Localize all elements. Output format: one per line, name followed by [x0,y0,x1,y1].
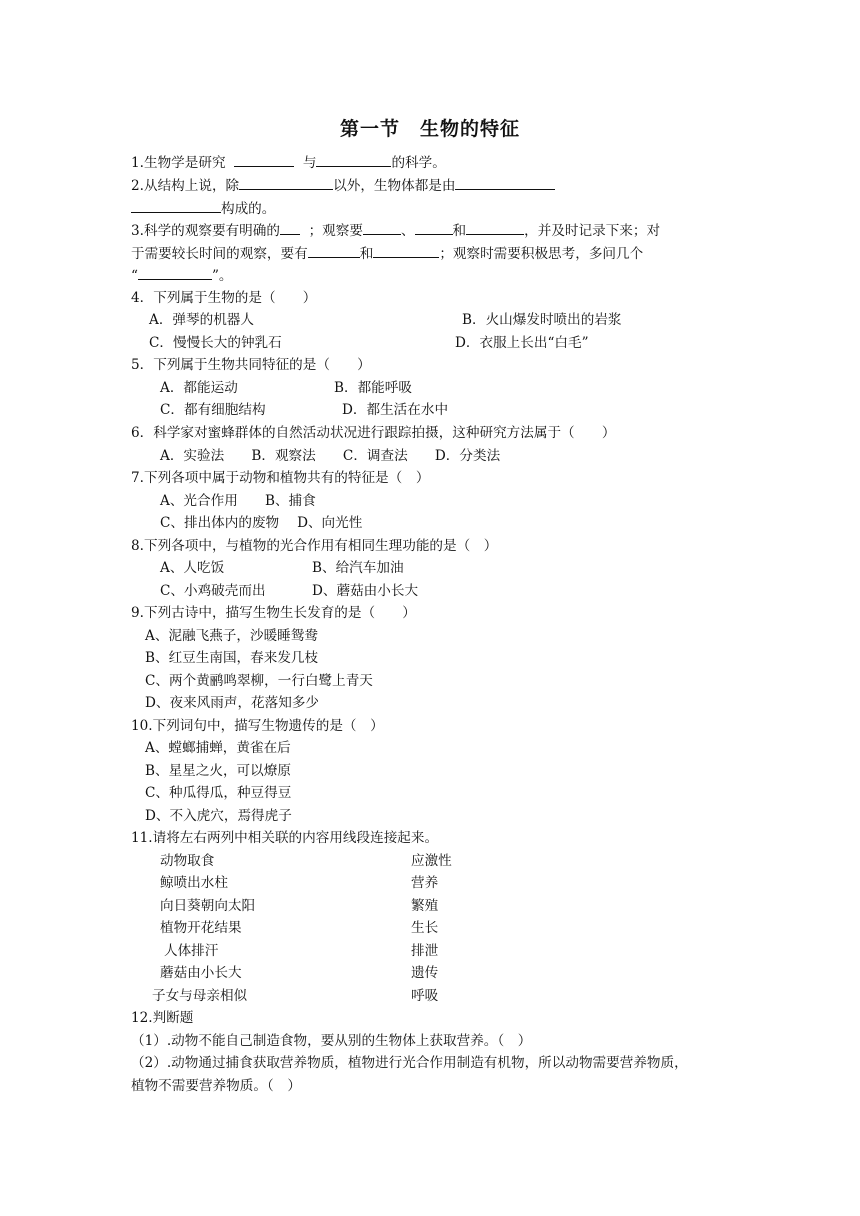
question-3-line-2 [131,243,643,264]
q1-text-b: 与 [302,155,317,171]
q3-text-b: ；观察要 [308,223,363,239]
q12-statement-2[interactable]: （2）.动物通过捕食获取营养物质，植物进行光合作用制造有机物，所以动物需要营养物质， [131,1055,688,1071]
q11-left-item[interactable]: 动物取食 [160,853,215,869]
q4-option-a[interactable]: A．弹琴的机器人 [149,312,254,328]
q3-text-h: ；观察时需要积极思考，多问几个 [439,246,644,262]
q3-blank-7[interactable] [138,265,212,280]
q3-text-a: 3.科学的观察要有明确的 [131,223,280,239]
q3-blank-6[interactable] [373,243,439,258]
q8-option-b[interactable]: B、给汽车加油 [312,560,404,576]
q3-blank-3[interactable] [415,220,453,235]
q12-statement-2-cont[interactable]: 植物不需要营养物质。（ ） [131,1078,301,1094]
q1-blank-2[interactable] [316,152,391,167]
q8-stem: 8.下列各项中，与植物的光合作用有相同生理功能的是（ ） [131,538,498,554]
q3-blank-2[interactable] [363,220,401,235]
q4-option-d[interactable]: D．衣服上长出“白毛” [455,335,589,351]
q9-option-a[interactable]: A、泥融飞燕子，沙暖睡鸳鸯 [145,628,318,644]
q4-stem: 4．下列属于生物的是（ ） [131,290,317,306]
q11-left-item[interactable]: 向日葵朝向太阳 [160,898,256,914]
q3-text-i: “ [131,268,138,284]
q10-option-b[interactable]: B、星星之火，可以燎原 [145,763,291,779]
q11-right-item[interactable]: 遗传 [411,965,439,981]
q3-blank-4[interactable] [466,220,524,235]
q11-right-item[interactable]: 繁殖 [411,898,439,914]
q10-stem: 10.下列词句中，描写生物遗传的是（ ） [131,718,384,734]
q2-text-a: 2.从结构上说，除 [131,178,240,194]
q9-option-d[interactable]: D、夜来风雨声，花落知多少 [145,695,320,711]
q3-text-f: 于需要较长时间的观察，要有 [131,246,308,262]
q3-text-j: ”。 [211,268,233,284]
q5-option-b[interactable]: B．都能呼吸 [334,380,412,396]
q11-left-item[interactable]: 人体排汗 [164,943,219,959]
q3-blank-1[interactable] [280,220,300,235]
q8-option-a[interactable]: A、人吃饭 [160,560,225,576]
q3-text-g: 和 [359,246,374,262]
q1-text-c: 的科学。 [391,155,446,171]
q11-left-item[interactable]: 子女与母亲相似 [152,988,248,1004]
q11-left-item[interactable]: 蘑菇由小长大 [160,965,242,981]
q3-blank-5[interactable] [308,243,360,258]
q5-option-d[interactable]: D．都生活在水中 [342,402,449,418]
q5-stem: 5．下列属于生物共同特征的是（ ） [131,357,371,373]
q1-blank-1[interactable] [234,152,294,167]
q4-option-c[interactable]: C．慢慢长大的钟乳石 [149,335,282,351]
q10-option-d[interactable]: D、不入虎穴，焉得虎子 [145,808,292,824]
q11-right-item[interactable]: 呼吸 [411,988,439,1004]
question-2 [131,175,555,196]
q3-text-e: ，并及时记录下来；对 [524,223,661,239]
q7-options-ab[interactable]: A、光合作用 B、捕食 [160,493,316,509]
q3-text-c: 、 [400,223,415,239]
q11-right-item[interactable]: 排泄 [411,943,439,959]
q1-text-a: 1.生物学是研究 [131,155,226,171]
q10-option-a[interactable]: A、螳螂捕蝉，黄雀在后 [145,740,291,756]
question-3 [131,220,660,241]
q7-options-cd[interactable]: C、排出体内的废物 D、向光性 [160,515,363,531]
q8-option-c[interactable]: C、小鸡破壳而出 [160,583,266,599]
q9-option-b[interactable]: B、红豆生南国，春来发几枝 [145,650,319,666]
q10-option-c[interactable]: C、种瓜得瓜，种豆得豆 [145,785,292,801]
q2-blank-2-cont[interactable] [131,198,221,213]
page-title: 第一节 生物的特征 [339,118,520,140]
q3-text-d: 和 [452,223,467,239]
q5-option-c[interactable]: C．都有细胞结构 [160,402,266,418]
q12-stem: 12.判断题 [131,1010,194,1026]
q11-stem: 11.请将左右两列中相关联的内容用线段连接起来。 [131,830,439,846]
q11-right-item[interactable]: 营养 [411,875,439,891]
question-1 [131,152,446,173]
q11-left-item[interactable]: 鲸喷出水柱 [160,875,228,891]
q11-left-item[interactable]: 植物开花结果 [160,920,242,936]
q6-stem: 6．科学家对蜜蜂群体的自然活动状况进行跟踪拍摄，这种研究方法属于（ ） [131,425,616,441]
q2-text-c: 构成的。 [221,201,276,217]
q9-option-c[interactable]: C、两个黄鹂鸣翠柳，一行白鹭上青天 [145,673,373,689]
q6-options[interactable]: A．实验法 B．观察法 C．调查法 D．分类法 [160,448,501,464]
q7-stem: 7.下列各项中属于动物和植物共有的特征是（ ） [131,470,430,486]
q4-option-b[interactable]: B．火山爆发时喷出的岩浆 [462,312,622,328]
q5-option-a[interactable]: A．都能运动 [160,380,238,396]
question-2-cont [131,198,275,219]
q12-statement-1[interactable]: （1）.动物不能自己制造食物，要从别的生物体上获取营养。（ ） [131,1033,532,1049]
q11-right-item[interactable]: 生长 [411,920,439,936]
q11-right-item[interactable]: 应激性 [411,853,452,869]
q2-text-b: 以外，生物体都是由 [333,178,456,194]
q9-stem: 9.下列古诗中，描写生物生长发育的是（ ） [131,605,416,621]
q8-option-d[interactable]: D、蘑菇由小长大 [312,583,419,599]
q2-blank-1[interactable] [239,175,333,190]
question-3-line-3 [131,265,233,286]
q2-blank-2[interactable] [455,175,555,190]
